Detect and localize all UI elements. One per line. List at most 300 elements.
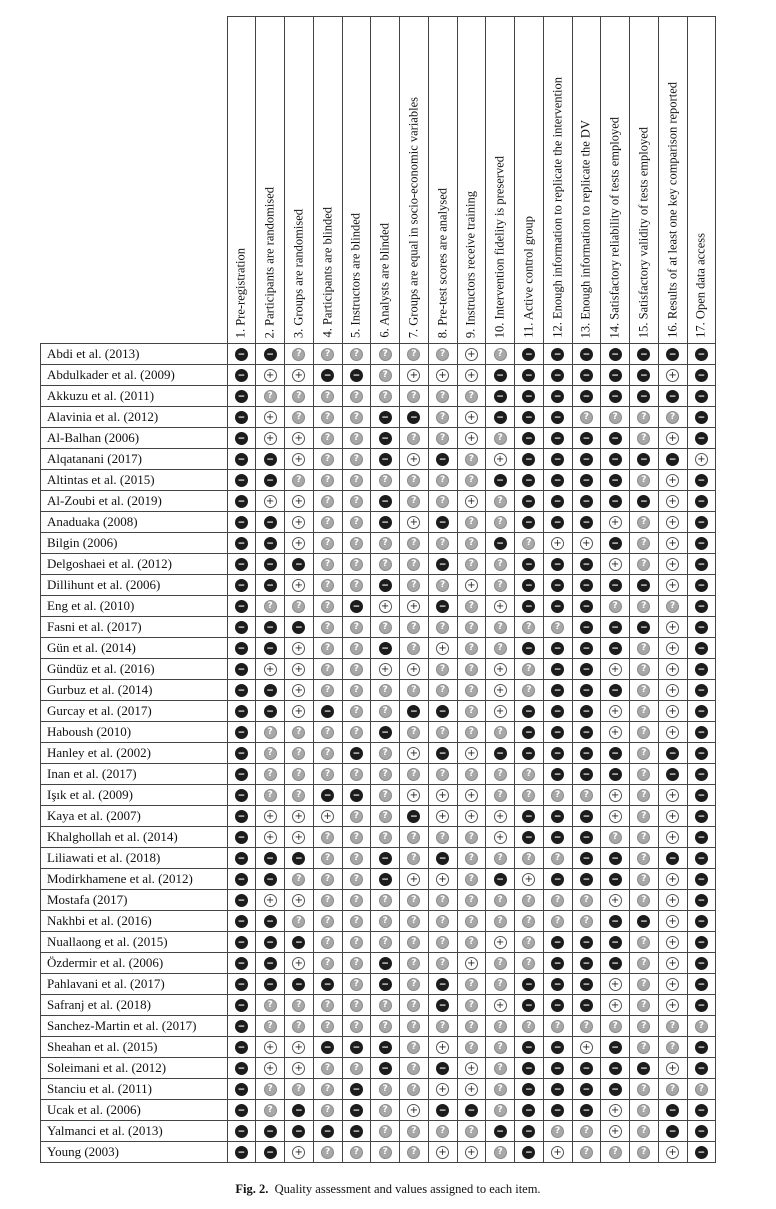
unclear-rating-icon: ? (494, 1083, 507, 1096)
unclear-rating-icon: ? (321, 873, 334, 886)
unclear-rating-icon: ? (494, 1020, 507, 1033)
negative-rating-icon: − (235, 348, 248, 361)
positive-rating-icon: + (264, 1062, 277, 1075)
table-row (41, 764, 716, 785)
positive-rating-icon: + (609, 726, 622, 739)
negative-rating-icon: − (551, 999, 564, 1012)
study-name: Alqatanani (2017) (41, 449, 228, 470)
positive-rating-icon: + (264, 411, 277, 424)
negative-rating-icon: − (695, 411, 708, 424)
negative-rating-icon: − (695, 852, 708, 865)
positive-rating-icon: + (666, 684, 679, 697)
positive-rating-icon: + (436, 1146, 449, 1159)
rating-cell (486, 932, 515, 953)
study-name: Fasni et al. (2017) (41, 617, 228, 638)
negative-rating-icon: − (522, 1125, 535, 1138)
negative-rating-icon: − (666, 453, 679, 466)
negative-rating-icon: − (494, 369, 507, 382)
rating-cell (486, 848, 515, 869)
negative-rating-icon: − (609, 642, 622, 655)
rating-cell (285, 575, 314, 596)
rating-cell (515, 953, 544, 974)
unclear-rating-icon: ? (666, 1020, 679, 1033)
rating-cell (227, 827, 256, 848)
negative-rating-icon: − (609, 369, 622, 382)
column-header (457, 17, 486, 344)
rating-cell (515, 932, 544, 953)
positive-rating-icon: + (407, 516, 420, 529)
unclear-rating-icon: ? (522, 537, 535, 550)
study-name: Gurbuz et al. (2014) (41, 680, 228, 701)
column-header-label: 11. Active control group (521, 216, 536, 338)
rating-cell (400, 449, 429, 470)
negative-rating-icon: − (235, 579, 248, 592)
unclear-rating-icon: ? (637, 978, 650, 991)
rating-cell (342, 869, 371, 890)
unclear-rating-icon: ? (436, 1125, 449, 1138)
negative-rating-icon: − (609, 348, 622, 361)
rating-cell (658, 365, 687, 386)
rating-cell (543, 722, 572, 743)
unclear-rating-icon: ? (637, 726, 650, 739)
rating-cell (658, 974, 687, 995)
rating-cell (428, 1121, 457, 1142)
negative-rating-icon: − (235, 558, 248, 571)
rating-cell (486, 344, 515, 365)
table-row (41, 1037, 716, 1058)
negative-rating-icon: − (580, 978, 593, 991)
rating-cell (428, 428, 457, 449)
negative-rating-icon: − (580, 747, 593, 760)
rating-cell (515, 449, 544, 470)
rating-cell (630, 785, 659, 806)
negative-rating-icon: − (580, 1083, 593, 1096)
rating-cell (313, 806, 342, 827)
rating-cell (400, 722, 429, 743)
negative-rating-icon: − (551, 747, 564, 760)
rating-cell (687, 722, 716, 743)
positive-rating-icon: + (666, 873, 679, 886)
negative-rating-icon: − (235, 705, 248, 718)
caption-label: Fig. 2. (235, 1182, 269, 1196)
rating-cell (371, 848, 400, 869)
unclear-rating-icon: ? (407, 726, 420, 739)
rating-cell (572, 1100, 601, 1121)
unclear-rating-icon: ? (494, 1146, 507, 1159)
rating-cell (687, 1016, 716, 1037)
unclear-rating-icon: ? (350, 558, 363, 571)
negative-rating-icon: − (264, 516, 277, 529)
unclear-rating-icon: ? (494, 978, 507, 991)
unclear-rating-icon: ? (379, 348, 392, 361)
unclear-rating-icon: ? (321, 1104, 334, 1117)
rating-cell (572, 344, 601, 365)
unclear-rating-icon: ? (609, 831, 622, 844)
unclear-rating-icon: ? (494, 1062, 507, 1075)
positive-rating-icon: + (407, 369, 420, 382)
rating-cell (687, 953, 716, 974)
positive-rating-icon: + (666, 1146, 679, 1159)
rating-cell (515, 764, 544, 785)
unclear-rating-icon: ? (292, 474, 305, 487)
rating-cell (285, 848, 314, 869)
negative-rating-icon: − (695, 1104, 708, 1117)
study-name: Al-Balhan (2006) (41, 428, 228, 449)
column-header (313, 17, 342, 344)
negative-rating-icon: − (580, 831, 593, 844)
unclear-rating-icon: ? (551, 915, 564, 928)
negative-rating-icon: − (695, 873, 708, 886)
unclear-rating-icon: ? (465, 978, 478, 991)
negative-rating-icon: − (350, 1041, 363, 1054)
rating-cell (285, 743, 314, 764)
rating-cell (543, 1037, 572, 1058)
unclear-rating-icon: ? (436, 831, 449, 844)
rating-cell (658, 953, 687, 974)
study-name: Anaduaka (2008) (41, 512, 228, 533)
rating-cell (342, 533, 371, 554)
rating-cell (256, 533, 285, 554)
negative-rating-icon: − (637, 915, 650, 928)
table-row (41, 1058, 716, 1079)
column-header-label: 17. Open data access (694, 233, 709, 338)
positive-rating-icon: + (666, 936, 679, 949)
rating-cell (313, 932, 342, 953)
rating-cell (601, 680, 630, 701)
rating-cell (486, 407, 515, 428)
rating-cell (371, 365, 400, 386)
rating-cell (285, 638, 314, 659)
rating-cell (658, 827, 687, 848)
rating-cell (572, 848, 601, 869)
unclear-rating-icon: ? (436, 663, 449, 676)
rating-cell (457, 869, 486, 890)
rating-cell (342, 512, 371, 533)
rating-cell (313, 1058, 342, 1079)
rating-cell (256, 470, 285, 491)
rating-cell (658, 596, 687, 617)
negative-rating-icon: − (436, 705, 449, 718)
negative-rating-icon: − (551, 411, 564, 424)
table-row (41, 1100, 716, 1121)
rating-cell (313, 680, 342, 701)
rating-cell (371, 512, 400, 533)
rating-cell (486, 512, 515, 533)
rating-cell (428, 1058, 457, 1079)
rating-cell (687, 701, 716, 722)
positive-rating-icon: + (292, 663, 305, 676)
rating-cell (630, 827, 659, 848)
rating-cell (572, 869, 601, 890)
negative-rating-icon: − (695, 936, 708, 949)
rating-cell (285, 701, 314, 722)
column-header-label: 8. Pre-test scores are analysed (435, 187, 450, 338)
rating-cell (227, 1121, 256, 1142)
rating-cell (285, 890, 314, 911)
rating-cell (543, 512, 572, 533)
rating-cell (515, 806, 544, 827)
unclear-rating-icon: ? (350, 894, 363, 907)
rating-cell (658, 764, 687, 785)
rating-cell (601, 1058, 630, 1079)
rating-cell (457, 449, 486, 470)
unclear-rating-icon: ? (609, 600, 622, 613)
rating-cell (400, 554, 429, 575)
negative-rating-icon: − (264, 978, 277, 991)
rating-cell (313, 344, 342, 365)
rating-cell (285, 386, 314, 407)
unclear-rating-icon: ? (407, 831, 420, 844)
negative-rating-icon: − (264, 579, 277, 592)
rating-cell (601, 785, 630, 806)
negative-rating-icon: − (695, 726, 708, 739)
rating-cell (601, 512, 630, 533)
rating-cell (457, 1058, 486, 1079)
rating-cell (601, 575, 630, 596)
positive-rating-icon: + (407, 663, 420, 676)
unclear-rating-icon: ? (321, 747, 334, 760)
unclear-rating-icon: ? (350, 432, 363, 445)
rating-cell (256, 743, 285, 764)
unclear-rating-icon: ? (350, 579, 363, 592)
positive-rating-icon: + (609, 1104, 622, 1117)
rating-cell (572, 407, 601, 428)
unclear-rating-icon: ? (580, 411, 593, 424)
unclear-rating-icon: ? (350, 726, 363, 739)
unclear-rating-icon: ? (637, 768, 650, 781)
rating-cell (658, 470, 687, 491)
positive-rating-icon: + (666, 642, 679, 655)
unclear-rating-icon: ? (350, 516, 363, 529)
negative-rating-icon: − (235, 915, 248, 928)
unclear-rating-icon: ? (292, 1020, 305, 1033)
rating-cell (285, 806, 314, 827)
table-row (41, 995, 716, 1016)
negative-rating-icon: − (235, 1146, 248, 1159)
positive-rating-icon: + (465, 369, 478, 382)
study-name: Nuallaong et al. (2015) (41, 932, 228, 953)
rating-cell (630, 533, 659, 554)
rating-cell (601, 701, 630, 722)
table-row (41, 806, 716, 827)
unclear-rating-icon: ? (264, 1104, 277, 1117)
rating-cell (601, 911, 630, 932)
rating-cell (687, 407, 716, 428)
rating-cell (256, 1037, 285, 1058)
rating-cell (342, 1121, 371, 1142)
rating-cell (687, 806, 716, 827)
table-row (41, 575, 716, 596)
negative-rating-icon: − (235, 999, 248, 1012)
rating-cell (313, 512, 342, 533)
negative-rating-icon: − (695, 642, 708, 655)
negative-rating-icon: − (235, 1083, 248, 1096)
negative-rating-icon: − (580, 873, 593, 886)
rating-cell (486, 890, 515, 911)
unclear-rating-icon: ? (407, 1041, 420, 1054)
study-name: Sanchez-Martin et al. (2017) (41, 1016, 228, 1037)
rating-cell (400, 1037, 429, 1058)
rating-cell (658, 1079, 687, 1100)
negative-rating-icon: − (379, 432, 392, 445)
negative-rating-icon: − (695, 747, 708, 760)
unclear-rating-icon: ? (465, 558, 478, 571)
negative-rating-icon: − (637, 495, 650, 508)
negative-rating-icon: − (235, 537, 248, 550)
negative-rating-icon: − (235, 621, 248, 634)
rating-cell (428, 995, 457, 1016)
unclear-rating-icon: ? (465, 768, 478, 781)
rating-cell (256, 911, 285, 932)
rating-cell (543, 869, 572, 890)
negative-rating-icon: − (350, 1125, 363, 1138)
unclear-rating-icon: ? (637, 1104, 650, 1117)
unclear-rating-icon: ? (637, 558, 650, 571)
negative-rating-icon: − (235, 453, 248, 466)
negative-rating-icon: − (522, 726, 535, 739)
rating-cell (400, 512, 429, 533)
positive-rating-icon: + (666, 369, 679, 382)
rating-cell (428, 932, 457, 953)
negative-rating-icon: − (695, 558, 708, 571)
rating-cell (543, 953, 572, 974)
positive-rating-icon: + (292, 1146, 305, 1159)
rating-cell (342, 1037, 371, 1058)
rating-cell (285, 1079, 314, 1100)
rating-cell (342, 638, 371, 659)
column-header-label: 13. Enough information to replicate the DV (579, 119, 594, 338)
table-row (41, 491, 716, 512)
negative-rating-icon: − (264, 621, 277, 634)
negative-rating-icon: − (436, 516, 449, 529)
unclear-rating-icon: ? (321, 726, 334, 739)
table-row (41, 470, 716, 491)
rating-cell (457, 554, 486, 575)
unclear-rating-icon: ? (379, 390, 392, 403)
unclear-rating-icon: ? (407, 642, 420, 655)
rating-cell (601, 932, 630, 953)
unclear-rating-icon: ? (321, 768, 334, 781)
unclear-rating-icon: ? (522, 936, 535, 949)
positive-rating-icon: + (465, 432, 478, 445)
rating-cell (543, 1142, 572, 1163)
rating-cell (256, 890, 285, 911)
rating-cell (572, 596, 601, 617)
rating-cell (400, 1100, 429, 1121)
unclear-rating-icon: ? (637, 1125, 650, 1138)
negative-rating-icon: − (522, 1062, 535, 1075)
rating-cell (256, 680, 285, 701)
negative-rating-icon: − (609, 873, 622, 886)
rating-cell (658, 995, 687, 1016)
positive-rating-icon: + (695, 453, 708, 466)
positive-rating-icon: + (609, 663, 622, 676)
negative-rating-icon: − (609, 936, 622, 949)
unclear-rating-icon: ? (465, 873, 478, 886)
rating-cell (428, 365, 457, 386)
rating-cell (658, 848, 687, 869)
rating-cell (371, 1142, 400, 1163)
positive-rating-icon: + (436, 369, 449, 382)
rating-cell (457, 386, 486, 407)
rating-cell (256, 974, 285, 995)
table-corner (41, 17, 228, 344)
table-row (41, 974, 716, 995)
rating-cell (342, 995, 371, 1016)
rating-cell (400, 407, 429, 428)
rating-cell (227, 701, 256, 722)
unclear-rating-icon: ? (321, 894, 334, 907)
unclear-rating-icon: ? (637, 1083, 650, 1096)
rating-cell (515, 617, 544, 638)
unclear-rating-icon: ? (551, 1020, 564, 1033)
study-name: Abdulkader et al. (2009) (41, 365, 228, 386)
positive-rating-icon: + (407, 1104, 420, 1117)
rating-cell (572, 974, 601, 995)
rating-cell (630, 1079, 659, 1100)
rating-cell (371, 743, 400, 764)
rating-cell (572, 722, 601, 743)
rating-cell (486, 974, 515, 995)
column-header-label: 3. Groups are randomised (291, 208, 306, 338)
rating-cell (428, 890, 457, 911)
unclear-rating-icon: ? (407, 348, 420, 361)
negative-rating-icon: − (551, 1083, 564, 1096)
negative-rating-icon: − (637, 369, 650, 382)
rating-cell (572, 1037, 601, 1058)
rating-cell (486, 806, 515, 827)
rating-cell (572, 806, 601, 827)
rating-cell (285, 869, 314, 890)
rating-cell (428, 596, 457, 617)
negative-rating-icon: − (264, 1125, 277, 1138)
unclear-rating-icon: ? (465, 600, 478, 613)
negative-rating-icon: − (551, 705, 564, 718)
rating-cell (630, 1058, 659, 1079)
rating-cell (285, 617, 314, 638)
rating-cell (285, 449, 314, 470)
positive-rating-icon: + (465, 579, 478, 592)
rating-cell (687, 1079, 716, 1100)
rating-cell (227, 470, 256, 491)
column-header (572, 17, 601, 344)
rating-cell (572, 617, 601, 638)
negative-rating-icon: − (264, 537, 277, 550)
negative-rating-icon: − (695, 474, 708, 487)
unclear-rating-icon: ? (465, 516, 478, 529)
unclear-rating-icon: ? (321, 390, 334, 403)
column-header (256, 17, 285, 344)
positive-rating-icon: + (494, 684, 507, 697)
negative-rating-icon: − (695, 957, 708, 970)
positive-rating-icon: + (292, 453, 305, 466)
rating-cell (630, 848, 659, 869)
rating-cell (342, 1142, 371, 1163)
negative-rating-icon: − (494, 747, 507, 760)
negative-rating-icon: − (379, 726, 392, 739)
rating-cell (543, 848, 572, 869)
unclear-rating-icon: ? (494, 516, 507, 529)
rating-cell (630, 596, 659, 617)
positive-rating-icon: + (292, 684, 305, 697)
negative-rating-icon: − (235, 600, 248, 613)
unclear-rating-icon: ? (637, 663, 650, 676)
rating-cell (400, 785, 429, 806)
rating-cell (428, 638, 457, 659)
rating-cell (543, 1100, 572, 1121)
rating-cell (313, 848, 342, 869)
rating-cell (371, 449, 400, 470)
